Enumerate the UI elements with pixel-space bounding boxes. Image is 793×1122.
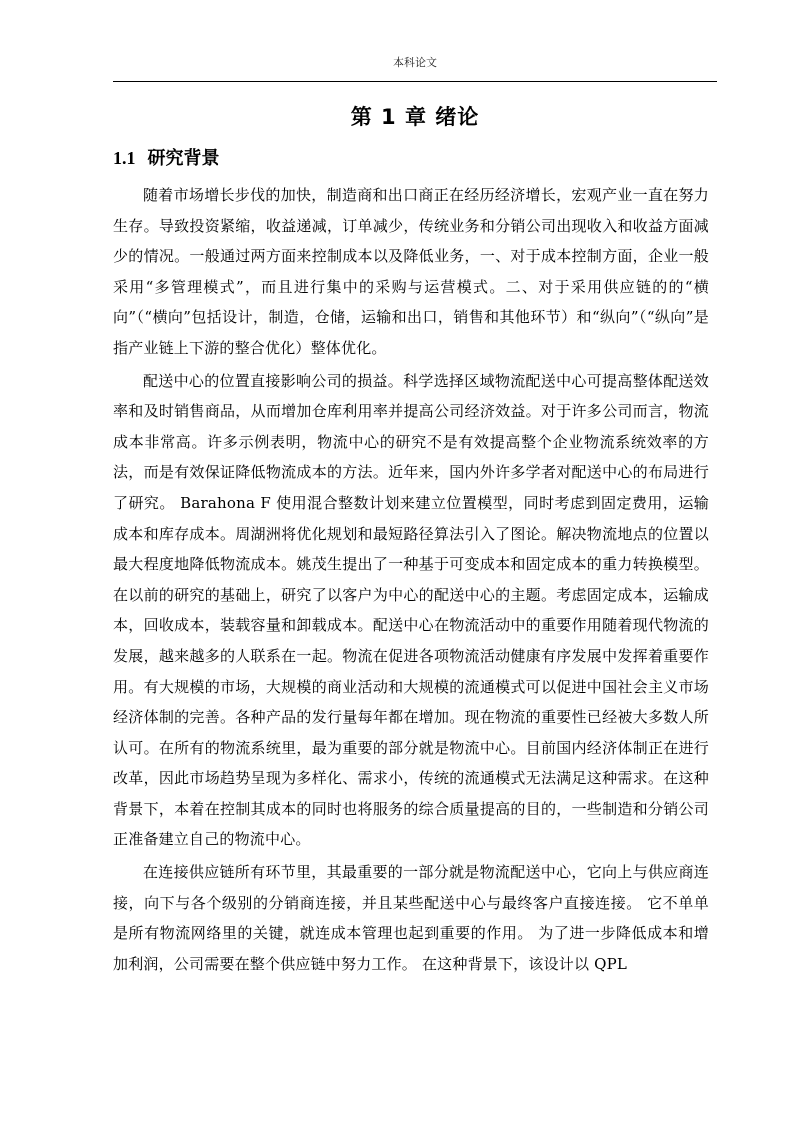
paragraph: 配送中心的位置直接影响公司的损益。科学选择区域物流配送中心可提高整体配送效率和及时销售商品，从而增加仓库利用率并提高公司经济效益。对于许多公司而言，物流成本非常高。许多示例表明，物流中心的研究不是有效提高整个企业物流系统效率的方法，而是有效保证降低物流成本的方法。近年来，国内外许多学者对配送中心的布局进行了研究。 Barahona F 使用混合整数计划来建立位置模型，同时考虑到固定费用，运输成本和库存成本。周湖洲将优化规划和最短路径算法引入了图论。解决物流地点的位置以最大程度地降低物流成本。姚茂生提出了一种基于可变成本和固定成本的重力转换模型。在以前的研究的基础上，研究了以客户为中心的配送中心的主题。考虑固定成本，运输成本，回收成本，装载容量和卸载成本。配送中心在物流活动中的重要作用随着现代物流的发展，越来越多的人联系在一起。物流在促进各项物流活动健康有序发展中发挥着重要作用。有大规模的市场，大规模的商业活动和大规模的流通模式可以促进中国社会主义市场经济体制的完善。各种产品的发行量每年都在增加。现在物流的重要性已经被大多数人所认可。在所有的物流系统里，最为重要的部分就是物流中心。目前国内经济体制正在进行改革，因此市场趋势呈现为多样化、需求小，传统的流通模式无法满足这种需求。在这种背景下，本着在控制其成本的同时也将服务的综合质量提高的目的，一些制造和分销公司正准备建立自己的物流中心。	[113, 371, 709, 849]
paragraph: 随着市场增长步伐的加快，制造商和出口商正在经历经济增长，宏观产业一直在努力生存。导致投资紧缩，收益递减，订单减少，传统业务和分销公司出现收入和收益方面减少的情况。一般通过两方面来控制成本以及降低业务，一、对于成本控制方面，企业一般采用“多管理模式”，而且进行集中的采购与运营模式。二、对于采用供应链的的“横向”（“横向”包括设计，制造，仓储，运输和出口，销售和其他环节）和“纵向”（“纵向”是指产业链上下游的整合优化）整体优化。	[113, 186, 709, 357]
body-text	[113, 180, 709, 979]
header-divider	[113, 81, 717, 82]
running-header: 本科论文	[393, 56, 437, 69]
section-number: 1.1	[113, 148, 136, 168]
section-title-text: 研究背景	[147, 148, 220, 169]
paragraph: 在连接供应链所有环节里，其最重要的一部分就是物流配送中心，它向上与供应商连接，向下与各个级别的分销商连接，并且某些配送中心与最终客户直接连接。 它不单单是所有物流网络里的关键，就连成本管理也起到重要的作用。 为了进一步降低成本和增加利润，公司需要在整个供应链中努力工作。 在这种背景下，该设计以 QPL	[113, 863, 709, 973]
chapter-title: 第 1 章 绪论	[350, 105, 480, 129]
section-heading	[113, 145, 717, 172]
